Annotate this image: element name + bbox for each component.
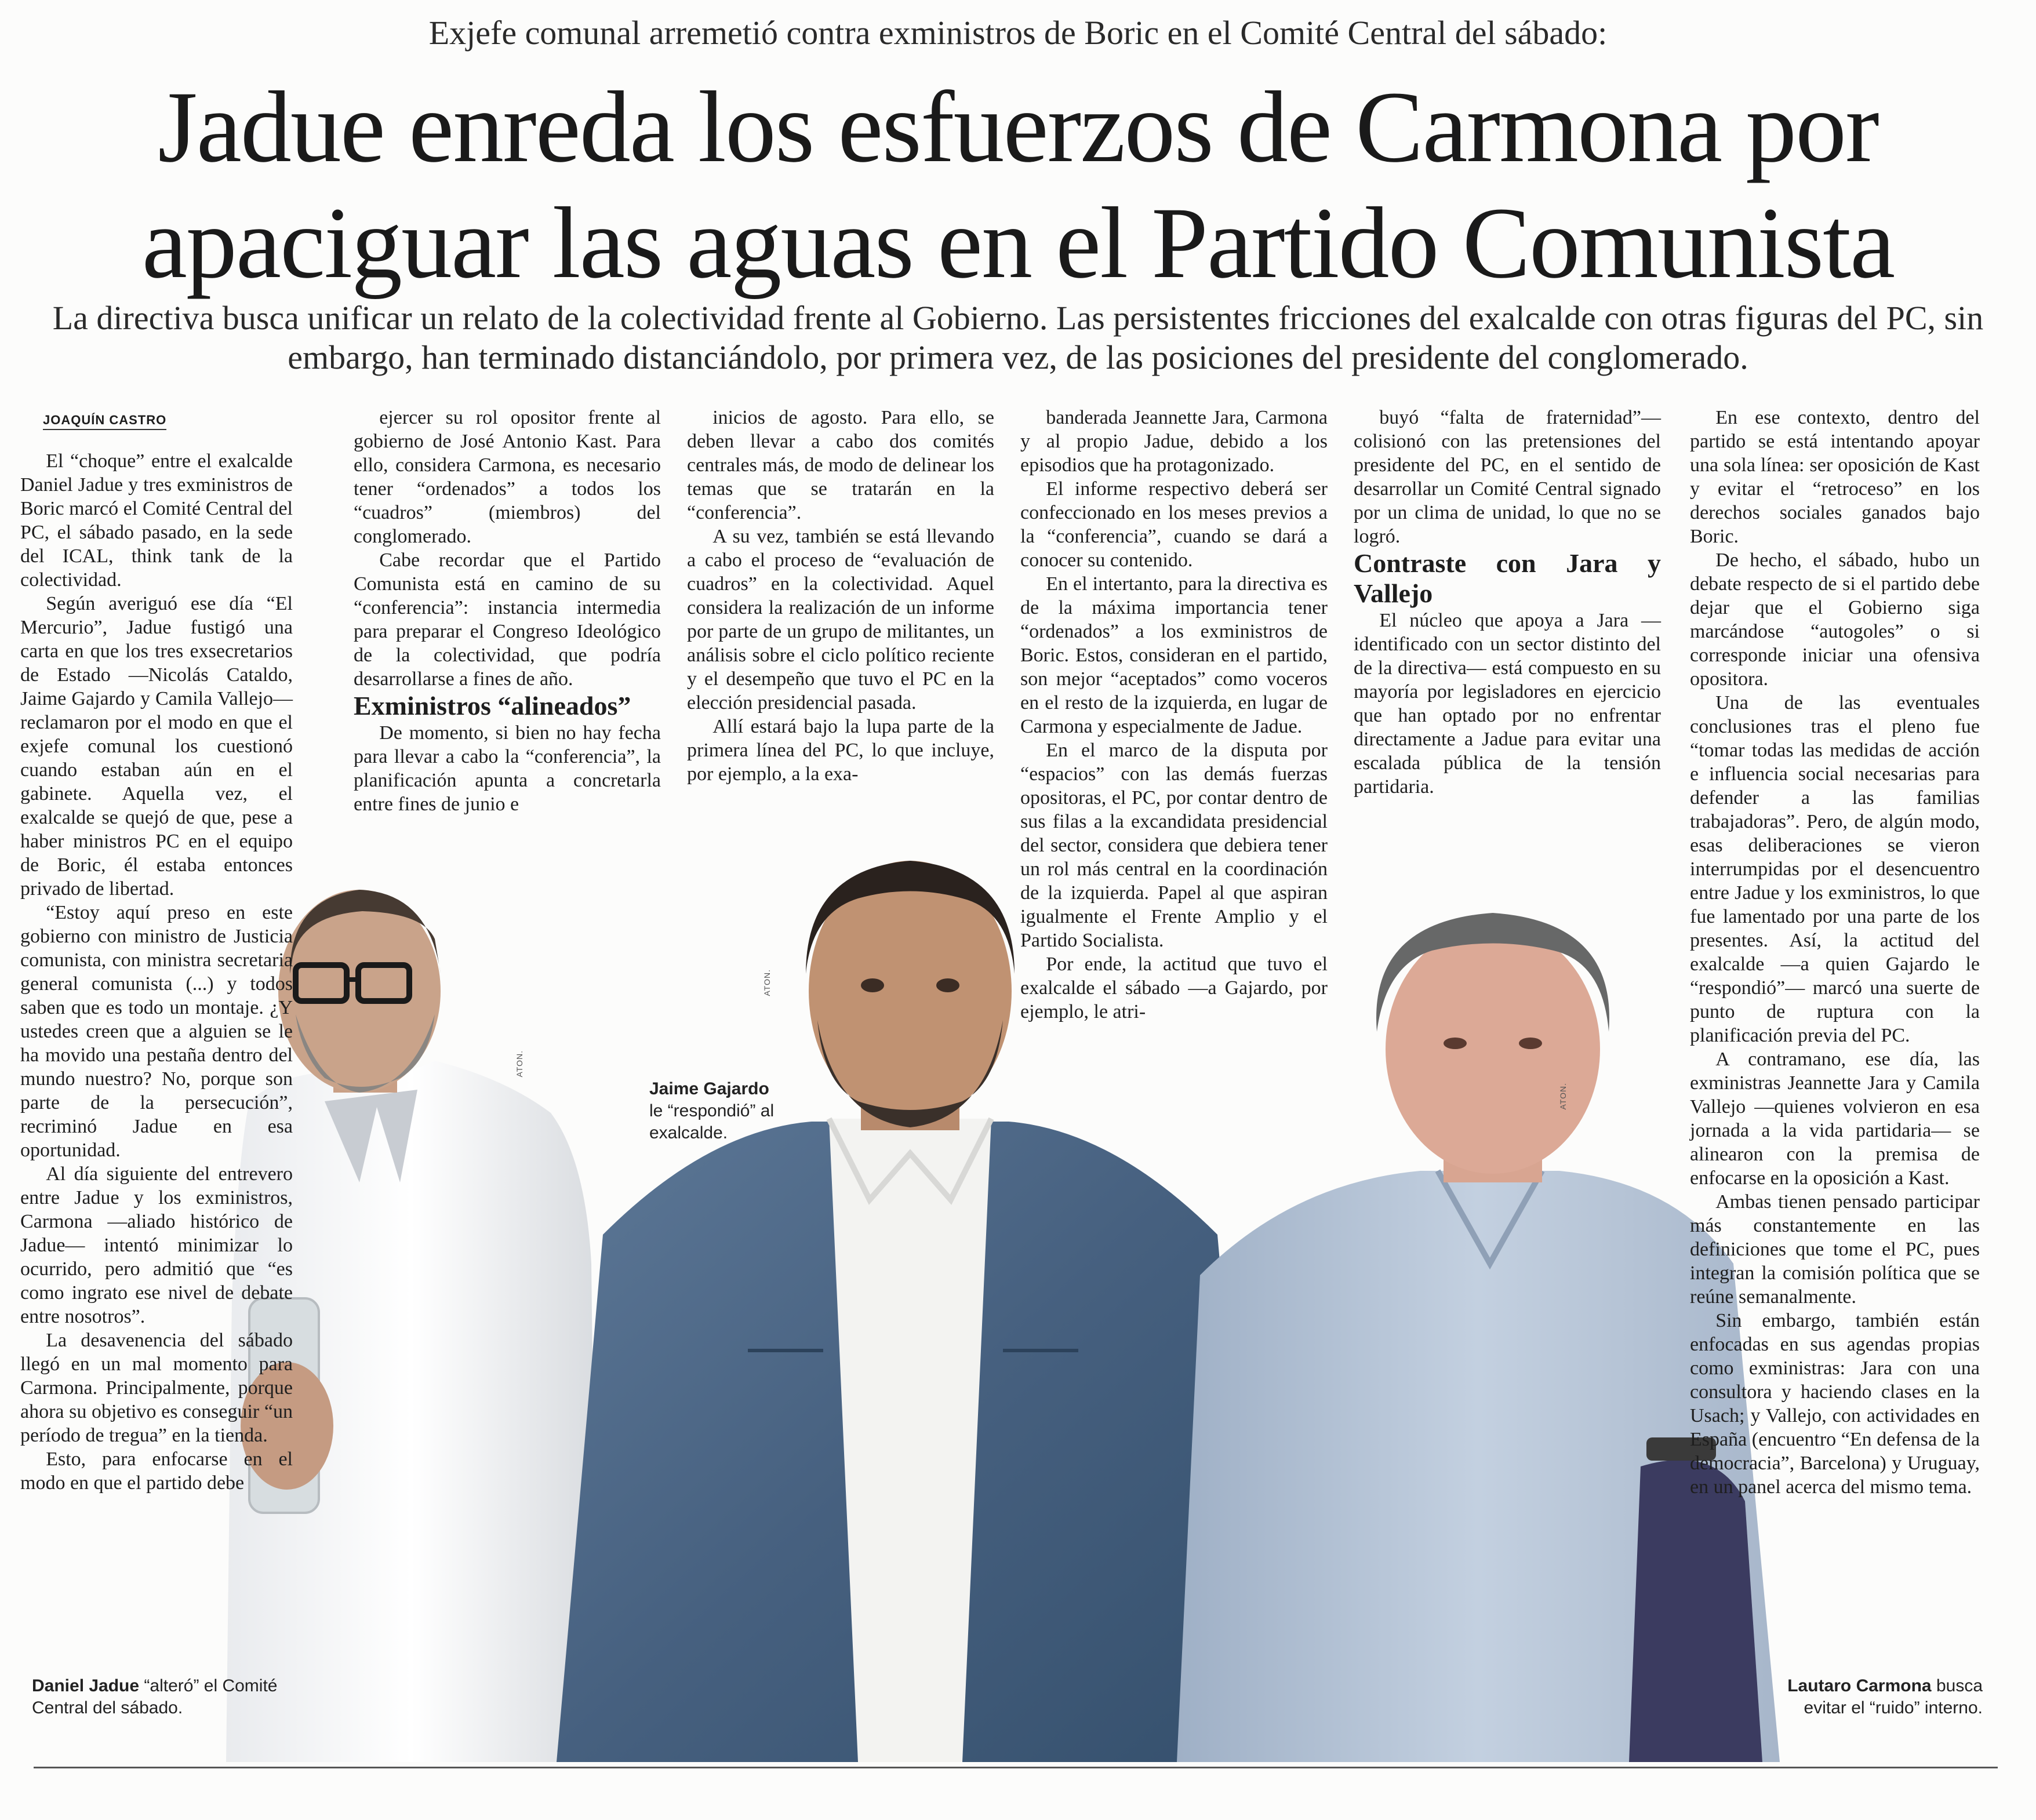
col5-p1: buyó “falta de fraternidad”— colisionó con las pretensiones del presidente del PC, en el sentido de desarrollar un Comité Central signado por un clima de unidad, lo que no se logró. [1354,407,1661,547]
col6-p1: En ese contexto, dentro del partido se está intentando apoyar una sola línea: ser oposición de Kast y evitar el “retroceso” en los derechos sociales ganados bajo Boric. [1690,407,1980,547]
caption-carmona-name: Lautaro Carmona [1787,1676,1932,1695]
col2-subhead: Exministros “alineados” [354,691,631,720]
caption-gajardo-name: Jaime Gajardo [649,1079,769,1098]
col2-p3: De momento, si bien no hay fecha para llevar a cabo la “conferencia”, la planificación apunta a concretarla entre fines de junio e [354,722,661,815]
col3-p1: inicios de agosto. Para ello, se deben llevar a cabo dos comités centrales más, de modo de delinear los temas que se tratarán en la “conferencia”. [687,407,994,523]
col5-subhead: Contraste con Jara y Vallejo [1354,548,1661,608]
col4-p1: banderada Jeannette Jara, Carmona y al propio Jadue, debido a los episodios que ha protagonizado. [1020,407,1328,476]
col6-p6: Sin embargo, también están enfocadas en sus agendas propias como exministras: Jara con una consultora y haciendo clases en la Usach; y Vallejo, con actividades en España (encuentro “En defensa de la democracia”, Barcelona) y Uruguay, en un panel acerca del mismo tema. [1690,1310,1980,1498]
caption-gajardo [649,1078,823,1144]
headline-line-2: apaciguar las aguas en el Partido Comunista [141,187,1895,300]
col6-p3: Una de las eventuales conclusiones tras el pleno fue “tomar todas las medidas de acción e influencia social necesarias para defender a las familias trabajadoras”. Pero, de algún modo, esas deliberaciones se vieron interrumpidas por el desencuentro entre Jadue y los exministros, lo que fue lamentado por una parte de los presentes. Así, la actitud del exalcalde —a quien Gajardo le “respondió”— marcó una suerte de punto de ruptura con la planificación previa del PC. [1690,692,1980,1046]
col6-p5: Ambas tienen pensado participar más constantemente en las definiciones que tome el PC, pues integran la comisión política que se reúne semanalmente. [1690,1191,1980,1308]
photo-credit-3: ATON. [1558,1083,1568,1110]
caption-carmona-text: busca evitar el “ruido” interno. [1804,1676,1983,1717]
caption-jadue [32,1675,281,1719]
column-1 [20,449,293,1495]
col2-p1: ejercer su rol opositor frente al gobierno de José Antonio Kast. Para ello, considera Carmona, es necesario tener “ordenados” a todos los “cuadros” (miembros) del conglomerado. [354,407,661,547]
headline [0,70,2036,301]
byline: JOAQUÍN CASTRO [43,413,166,430]
col1-p1: El “choque” entre el exalcalde Daniel Jadue y tres exministros de Boric marcó el Comité Central del PC, el sábado pasado, en la sede del ICAL, think tank de la colectividad. [20,450,293,591]
column-3 [687,406,994,786]
col1-p4: Al día siguiente del entrevero entre Jadue y los exministros, Carmona —aliado histórico de Jadue— intentó minimizar lo ocurrido, pero admitió que “es como ingrato ese nivel de debate entre nosotros”. [20,1163,293,1327]
col2-p2: Cabe recordar que el Partido Comunista está en camino de su “conferencia”: instancia intermedia para preparar el Congreso Ideológico de la colectividad, que podría desarrollarse a fines de año. [354,549,661,690]
caption-carmona [1757,1675,1983,1719]
col4-p5: Por ende, la actitud que tuvo el exalcalde el sábado —a Gajardo, por ejemplo, le atri- [1020,953,1328,1022]
column-6 [1690,406,1980,1499]
col6-p4: A contramano, ese día, las exministras Jeannette Jara y Camila Vallejo —quienes volvieron en esa jornada a la vida partidaria— se alinearon con la premisa de enfocarse en la oposición a Kast. [1690,1049,1980,1189]
col1-p3: “Estoy aquí preso en este gobierno con ministro de Justicia comunista, con ministra secretaria general comunista (...) y todos saben que es todo un montaje. ¿Y ustedes creen que a alguien se le ha movido una pestaña dentro del mundo nuestro? No, porque son parte de la persecución”, recriminó Jadue en esa oportunidad. [20,902,293,1161]
photo-credit-2: ATON. [762,969,772,996]
bottom-rule [34,1767,1998,1768]
column-4 [1020,406,1328,1024]
col3-p2: A su vez, también se está llevando a cabo el proceso de “evaluación de cuadros” en la colectividad. Aquel considera la realización de un informe por parte de un grupo de militantes, un análisis sobre el ciclo político reciente y el desempeño que tuvo el PC en la elección presidencial pasada. [687,526,994,714]
col1-p5: La desavenencia del sábado llegó en un mal momento para Carmona. Principalmente, porque ahora su objetivo es conseguir “un período de tregua” en la tienda. [20,1330,293,1446]
col4-p3: En el intertanto, para la directiva es de la máxima importancia tener “ordenados” a los exministros de Boric. Estos, consideran en el partido, son mejor “aceptados” como voceros en el resto de la izquierda, en lugar de Carmona y especialmente de Jadue. [1020,573,1328,737]
headline-line-1: Jadue enreda los esfuerzos de Carmona por [158,71,1878,184]
col1-p6: Esto, para enfocarse en el modo en que el partido debe [20,1448,293,1494]
caption-jadue-text: “alteró” el Comité Central del sábado. [32,1676,278,1717]
column-5 [1354,406,1661,799]
photo-credit-1: ATON. [515,1050,524,1078]
caption-gajardo-text: le “respondió” al exalcalde. [649,1101,775,1142]
caption-jadue-name: Daniel Jadue [32,1676,140,1695]
col4-p4: En el marco de la disputa por “espacios” con las demás fuerzas opositoras, el PC, por contar dentro de sus filas a la excandidata presidencial del sector, considera que debiera tener un rol más central en la coordinación de la izquierda. Papel al que aspiran igualmente el Frente Amplio y el Partido Socialista. [1020,740,1328,951]
col5-p2: El núcleo que apoya a Jara —identificado con un sector distinto del de la directiva— está compuesto en su mayoría por legisladores en ejercicio que han optado por no enfrentar directamente a Jadue para evitar una escalada pública de la tensión partidaria. [1354,610,1661,798]
col4-p2: El informe respectivo deberá ser confeccionado en los meses previos a la “conferencia”, cuando se dará a conocer su contenido. [1020,478,1328,571]
deck: La directiva busca unificar un relato de la colectividad frente al Gobierno. Las persistentes fricciones del exalcalde con otras figuras del PC, sin embargo, han terminado distanciándolo, por primera vez, de las posiciones del presidente del conglomerado. [52,299,1984,376]
col1-p2: Según averiguó ese día “El Mercurio”, Jadue fustigó una carta en que los tres exsecretarios de Estado —Nicolás Cataldo, Jaime Gajardo y Camila Vallejo— reclamaron por el modo en que el exjefe comunal los cuestionó cuando estaban aún en el gabinete. Aquella vez, el exalcalde se quejó de que, pese a haber ministros PC en el equipo de Boric, él estaba entonces privado de libertad. [20,593,293,900]
col6-p2: De hecho, el sábado, hubo un debate respecto de si el partido debe dejar que el Gobierno siga marcándose “autogoles” o si corresponde iniciar una ofensiva opositora. [1690,549,1980,690]
column-2 [354,406,661,816]
col3-p3: Allí estará bajo la lupa parte de la primera línea del PC, lo que incluye, por ejemplo, a la exa- [687,716,994,785]
kicker: Exjefe comunal arremetió contra exministros de Boric en el Comité Central del sábado: [428,14,1608,52]
